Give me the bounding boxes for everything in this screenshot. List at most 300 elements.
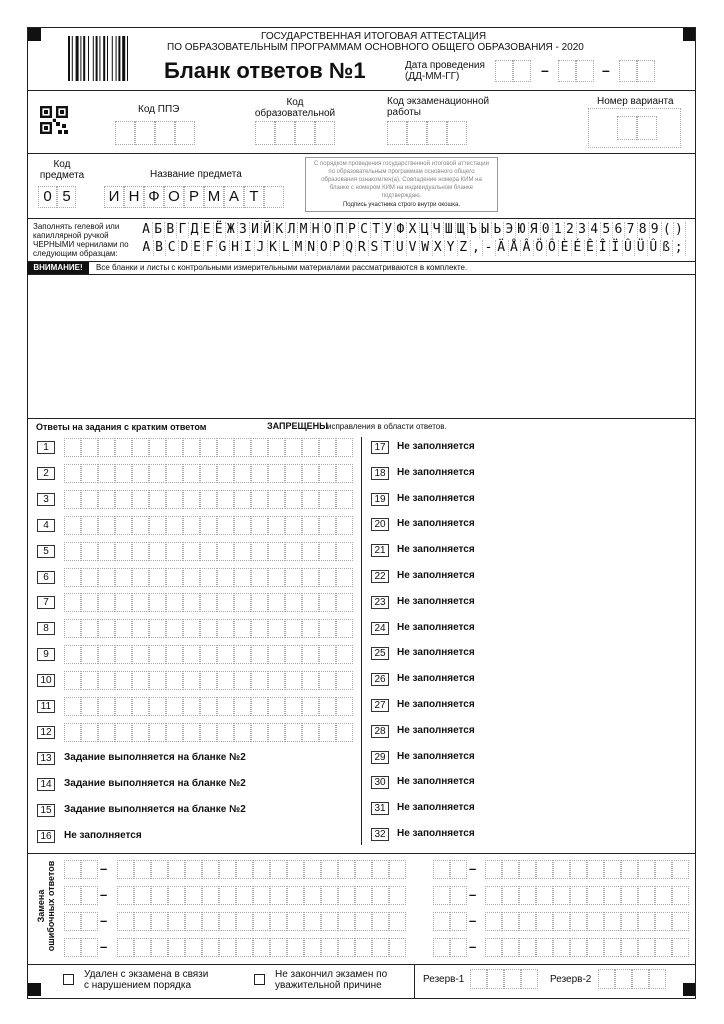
- answer-cell[interactable]: [149, 438, 166, 457]
- replacement-cell[interactable]: [151, 860, 168, 879]
- answer-cell[interactable]: [115, 542, 132, 561]
- answer-cell[interactable]: [217, 593, 234, 612]
- replacement-number-cell[interactable]: [433, 860, 450, 879]
- answer-cell[interactable]: [132, 697, 149, 716]
- replacement-cell[interactable]: [219, 860, 236, 879]
- answer-cell[interactable]: [319, 438, 336, 457]
- replacement-cell[interactable]: [604, 886, 621, 905]
- subject-name-cell[interactable]: [264, 186, 284, 208]
- reserve1-cell[interactable]: [504, 969, 521, 989]
- answer-cell[interactable]: [319, 697, 336, 716]
- answer-cell[interactable]: [217, 542, 234, 561]
- answer-cell[interactable]: [98, 542, 115, 561]
- answer-cell[interactable]: [200, 490, 217, 509]
- org-code-cell[interactable]: [295, 121, 315, 145]
- subject-name-cell[interactable]: М: [204, 186, 224, 208]
- answer-cell[interactable]: [64, 619, 81, 638]
- replacement-cell[interactable]: [134, 886, 151, 905]
- answer-cell[interactable]: [132, 516, 149, 535]
- answer-cell[interactable]: [234, 438, 251, 457]
- answer-cell[interactable]: [200, 542, 217, 561]
- answer-cell[interactable]: [132, 593, 149, 612]
- answer-cell[interactable]: [149, 697, 166, 716]
- replacement-cell[interactable]: [151, 938, 168, 957]
- answer-cell[interactable]: [251, 568, 268, 587]
- exam-code-cell[interactable]: [387, 121, 407, 145]
- answer-cell[interactable]: [319, 464, 336, 483]
- answer-cell[interactable]: [115, 697, 132, 716]
- answer-cell[interactable]: [115, 464, 132, 483]
- answer-cell[interactable]: [217, 568, 234, 587]
- answer-cell[interactable]: [217, 645, 234, 664]
- replacement-cell[interactable]: [604, 938, 621, 957]
- answer-cell[interactable]: [217, 619, 234, 638]
- answer-cell[interactable]: [319, 645, 336, 664]
- answer-cell[interactable]: [115, 619, 132, 638]
- replacement-cell[interactable]: [185, 912, 202, 931]
- replacement-cell[interactable]: [536, 912, 553, 931]
- answer-cell[interactable]: [132, 671, 149, 690]
- replacement-cell[interactable]: [638, 886, 655, 905]
- replacement-cell[interactable]: [638, 912, 655, 931]
- replacement-cell[interactable]: [202, 912, 219, 931]
- answer-cell[interactable]: [132, 464, 149, 483]
- answer-cell[interactable]: [302, 516, 319, 535]
- replacement-cell[interactable]: [604, 912, 621, 931]
- subject-name-cell[interactable]: И: [104, 186, 124, 208]
- replacement-cell[interactable]: [270, 886, 287, 905]
- replacement-cell[interactable]: [321, 860, 338, 879]
- answer-cell[interactable]: [336, 619, 353, 638]
- answer-cell[interactable]: [234, 593, 251, 612]
- answer-cell[interactable]: [166, 568, 183, 587]
- answer-cell[interactable]: [166, 516, 183, 535]
- date-cell[interactable]: [558, 60, 576, 82]
- answer-cell[interactable]: [115, 645, 132, 664]
- answer-cell[interactable]: [149, 645, 166, 664]
- replacement-cell[interactable]: [202, 938, 219, 957]
- date-cell[interactable]: [637, 60, 655, 82]
- replacement-cell[interactable]: [536, 860, 553, 879]
- replacement-cell[interactable]: [219, 886, 236, 905]
- answer-cell[interactable]: [64, 438, 81, 457]
- answer-cell[interactable]: [115, 568, 132, 587]
- replacement-number-cell[interactable]: [81, 860, 98, 879]
- answer-cell[interactable]: [200, 723, 217, 742]
- exam-code-cell[interactable]: [407, 121, 427, 145]
- org-code-cell[interactable]: [255, 121, 275, 145]
- answer-cell[interactable]: [319, 568, 336, 587]
- answer-cell[interactable]: [166, 645, 183, 664]
- answer-cell[interactable]: [149, 516, 166, 535]
- reserve2-cell[interactable]: [598, 969, 615, 989]
- answer-cell[interactable]: [166, 490, 183, 509]
- replacement-cell[interactable]: [304, 938, 321, 957]
- answer-cell[interactable]: [183, 723, 200, 742]
- answer-cell[interactable]: [217, 490, 234, 509]
- answer-cell[interactable]: [98, 723, 115, 742]
- answer-cell[interactable]: [81, 490, 98, 509]
- answer-cell[interactable]: [251, 516, 268, 535]
- answer-cell[interactable]: [81, 542, 98, 561]
- subject-name-cell[interactable]: Н: [124, 186, 144, 208]
- reserve2-cell[interactable]: [649, 969, 666, 989]
- replacement-cell[interactable]: [185, 886, 202, 905]
- replacement-cell[interactable]: [355, 886, 372, 905]
- answer-cell[interactable]: [98, 619, 115, 638]
- replacement-cell[interactable]: [553, 938, 570, 957]
- replacement-cell[interactable]: [485, 912, 502, 931]
- replacement-cell[interactable]: [270, 938, 287, 957]
- answer-cell[interactable]: [132, 723, 149, 742]
- subject-name-cell[interactable]: Р: [184, 186, 204, 208]
- answer-cell[interactable]: [183, 645, 200, 664]
- answer-cell[interactable]: [149, 619, 166, 638]
- subject-code-cell[interactable]: 5: [57, 186, 76, 208]
- answer-cell[interactable]: [166, 671, 183, 690]
- replacement-cell[interactable]: [321, 938, 338, 957]
- answer-cell[interactable]: [285, 697, 302, 716]
- answer-cell[interactable]: [132, 438, 149, 457]
- replacement-cell[interactable]: [655, 938, 672, 957]
- answer-cell[interactable]: [149, 490, 166, 509]
- replacement-number-cell[interactable]: [433, 886, 450, 905]
- answer-cell[interactable]: [64, 490, 81, 509]
- replacement-number-cell[interactable]: [450, 886, 467, 905]
- answer-cell[interactable]: [200, 438, 217, 457]
- answer-cell[interactable]: [98, 697, 115, 716]
- answer-cell[interactable]: [234, 490, 251, 509]
- replacement-cell[interactable]: [655, 886, 672, 905]
- replacement-cell[interactable]: [655, 860, 672, 879]
- answer-cell[interactable]: [319, 490, 336, 509]
- replacement-cell[interactable]: [185, 938, 202, 957]
- answer-cell[interactable]: [166, 723, 183, 742]
- answer-cell[interactable]: [268, 671, 285, 690]
- answer-cell[interactable]: [234, 697, 251, 716]
- answer-cell[interactable]: [200, 645, 217, 664]
- replacement-number-cell[interactable]: [433, 912, 450, 931]
- answer-cell[interactable]: [268, 490, 285, 509]
- answer-cell[interactable]: [319, 542, 336, 561]
- answer-cell[interactable]: [319, 516, 336, 535]
- answer-cell[interactable]: [115, 438, 132, 457]
- replacement-cell[interactable]: [338, 912, 355, 931]
- answer-cell[interactable]: [268, 697, 285, 716]
- replacement-number-cell[interactable]: [64, 886, 81, 905]
- answer-cell[interactable]: [200, 593, 217, 612]
- replacement-cell[interactable]: [253, 860, 270, 879]
- answer-cell[interactable]: [302, 568, 319, 587]
- replacement-cell[interactable]: [185, 860, 202, 879]
- replacement-cell[interactable]: [202, 886, 219, 905]
- replacement-cell[interactable]: [236, 938, 253, 957]
- answer-cell[interactable]: [234, 645, 251, 664]
- answer-cell[interactable]: [64, 568, 81, 587]
- replacement-cell[interactable]: [638, 938, 655, 957]
- answer-cell[interactable]: [302, 542, 319, 561]
- variant-cell[interactable]: [617, 116, 637, 140]
- replacement-cell[interactable]: [372, 860, 389, 879]
- replacement-number-cell[interactable]: [81, 912, 98, 931]
- subject-name-cell[interactable]: Т: [244, 186, 264, 208]
- replacement-cell[interactable]: [219, 938, 236, 957]
- replacement-cell[interactable]: [236, 860, 253, 879]
- answer-cell[interactable]: [132, 490, 149, 509]
- answer-cell[interactable]: [166, 697, 183, 716]
- answer-cell[interactable]: [183, 438, 200, 457]
- answer-cell[interactable]: [81, 619, 98, 638]
- answer-cell[interactable]: [166, 619, 183, 638]
- answer-cell[interactable]: [149, 723, 166, 742]
- answer-cell[interactable]: [64, 516, 81, 535]
- answer-cell[interactable]: [302, 723, 319, 742]
- answer-cell[interactable]: [183, 490, 200, 509]
- ppe-code-cell[interactable]: [175, 121, 195, 145]
- replacement-cell[interactable]: [338, 860, 355, 879]
- replacement-cell[interactable]: [604, 860, 621, 879]
- answer-cell[interactable]: [302, 490, 319, 509]
- answer-cell[interactable]: [81, 645, 98, 664]
- subject-name-cell[interactable]: Ф: [144, 186, 164, 208]
- replacement-cell[interactable]: [570, 912, 587, 931]
- answer-cell[interactable]: [268, 645, 285, 664]
- answer-cell[interactable]: [268, 568, 285, 587]
- replacement-cell[interactable]: [219, 912, 236, 931]
- answer-cell[interactable]: [217, 671, 234, 690]
- answer-cell[interactable]: [200, 516, 217, 535]
- answer-cell[interactable]: [81, 593, 98, 612]
- replacement-cell[interactable]: [536, 886, 553, 905]
- replacement-cell[interactable]: [672, 860, 689, 879]
- answer-cell[interactable]: [98, 593, 115, 612]
- replacement-cell[interactable]: [134, 938, 151, 957]
- answer-cell[interactable]: [302, 464, 319, 483]
- answer-cell[interactable]: [234, 464, 251, 483]
- replacement-number-cell[interactable]: [64, 938, 81, 957]
- replacement-cell[interactable]: [287, 860, 304, 879]
- replacement-cell[interactable]: [202, 860, 219, 879]
- answer-cell[interactable]: [132, 619, 149, 638]
- replacement-cell[interactable]: [304, 860, 321, 879]
- answer-cell[interactable]: [302, 671, 319, 690]
- answer-cell[interactable]: [98, 516, 115, 535]
- answer-cell[interactable]: [64, 697, 81, 716]
- answer-cell[interactable]: [336, 464, 353, 483]
- answer-cell[interactable]: [251, 723, 268, 742]
- answer-cell[interactable]: [251, 619, 268, 638]
- answer-cell[interactable]: [81, 568, 98, 587]
- replacement-cell[interactable]: [338, 938, 355, 957]
- replacement-cell[interactable]: [389, 886, 406, 905]
- answer-cell[interactable]: [98, 645, 115, 664]
- replacement-cell[interactable]: [151, 886, 168, 905]
- replacement-cell[interactable]: [485, 886, 502, 905]
- replacement-number-cell[interactable]: [450, 860, 467, 879]
- replacement-cell[interactable]: [519, 860, 536, 879]
- answer-cell[interactable]: [98, 568, 115, 587]
- answer-cell[interactable]: [64, 671, 81, 690]
- replacement-cell[interactable]: [372, 886, 389, 905]
- replacement-cell[interactable]: [502, 938, 519, 957]
- replacement-cell[interactable]: [270, 860, 287, 879]
- answer-cell[interactable]: [149, 568, 166, 587]
- replacement-cell[interactable]: [117, 886, 134, 905]
- answer-cell[interactable]: [234, 568, 251, 587]
- replacement-cell[interactable]: [638, 860, 655, 879]
- answer-cell[interactable]: [285, 593, 302, 612]
- replacement-cell[interactable]: [134, 860, 151, 879]
- answer-cell[interactable]: [268, 542, 285, 561]
- answer-cell[interactable]: [98, 490, 115, 509]
- not-finished-checkbox[interactable]: [254, 974, 265, 985]
- replacement-cell[interactable]: [672, 938, 689, 957]
- exam-code-cell[interactable]: [427, 121, 447, 145]
- answer-cell[interactable]: [64, 645, 81, 664]
- replacement-cell[interactable]: [587, 886, 604, 905]
- answer-cell[interactable]: [64, 464, 81, 483]
- answer-cell[interactable]: [183, 464, 200, 483]
- replacement-cell[interactable]: [519, 912, 536, 931]
- replacement-cell[interactable]: [655, 912, 672, 931]
- replacement-cell[interactable]: [570, 886, 587, 905]
- answer-cell[interactable]: [251, 464, 268, 483]
- replacement-number-cell[interactable]: [81, 886, 98, 905]
- replacement-cell[interactable]: [304, 912, 321, 931]
- answer-cell[interactable]: [115, 593, 132, 612]
- answer-cell[interactable]: [98, 671, 115, 690]
- answer-cell[interactable]: [268, 619, 285, 638]
- answer-cell[interactable]: [149, 542, 166, 561]
- variant-cell[interactable]: [637, 116, 657, 140]
- replacement-cell[interactable]: [117, 938, 134, 957]
- answer-cell[interactable]: [81, 697, 98, 716]
- subject-name-cell[interactable]: А: [224, 186, 244, 208]
- answer-cell[interactable]: [285, 490, 302, 509]
- replacement-cell[interactable]: [621, 938, 638, 957]
- answer-cell[interactable]: [285, 671, 302, 690]
- replacement-cell[interactable]: [321, 912, 338, 931]
- replacement-cell[interactable]: [389, 938, 406, 957]
- replacement-cell[interactable]: [502, 886, 519, 905]
- ppe-code-cell[interactable]: [155, 121, 175, 145]
- answer-cell[interactable]: [183, 542, 200, 561]
- answer-cell[interactable]: [268, 516, 285, 535]
- answer-cell[interactable]: [302, 645, 319, 664]
- replacement-number-cell[interactable]: [64, 912, 81, 931]
- org-code-cell[interactable]: [315, 121, 335, 145]
- reserve1-cell[interactable]: [470, 969, 487, 989]
- subject-code-cell[interactable]: 0: [38, 186, 57, 208]
- answer-cell[interactable]: [336, 593, 353, 612]
- answer-cell[interactable]: [336, 671, 353, 690]
- replacement-cell[interactable]: [168, 938, 185, 957]
- replacement-number-cell[interactable]: [64, 860, 81, 879]
- answer-cell[interactable]: [234, 619, 251, 638]
- answer-cell[interactable]: [336, 568, 353, 587]
- date-cell[interactable]: [619, 60, 637, 82]
- replacement-cell[interactable]: [553, 912, 570, 931]
- replacement-cell[interactable]: [672, 886, 689, 905]
- date-cell[interactable]: [513, 60, 531, 82]
- answer-cell[interactable]: [115, 516, 132, 535]
- replacement-cell[interactable]: [389, 912, 406, 931]
- replacement-cell[interactable]: [621, 912, 638, 931]
- answer-cell[interactable]: [319, 619, 336, 638]
- answer-cell[interactable]: [200, 671, 217, 690]
- replacement-cell[interactable]: [304, 886, 321, 905]
- answer-cell[interactable]: [149, 464, 166, 483]
- answer-cell[interactable]: [64, 593, 81, 612]
- answer-cell[interactable]: [98, 438, 115, 457]
- answer-cell[interactable]: [149, 671, 166, 690]
- replacement-number-cell[interactable]: [450, 938, 467, 957]
- answer-cell[interactable]: [336, 490, 353, 509]
- exam-code-cell[interactable]: [447, 121, 467, 145]
- removed-checkbox[interactable]: [63, 974, 74, 985]
- answer-cell[interactable]: [132, 542, 149, 561]
- replacement-cell[interactable]: [236, 912, 253, 931]
- answer-cell[interactable]: [251, 542, 268, 561]
- reserve1-cell[interactable]: [487, 969, 504, 989]
- replacement-cell[interactable]: [287, 938, 304, 957]
- replacement-number-cell[interactable]: [450, 912, 467, 931]
- answer-cell[interactable]: [217, 723, 234, 742]
- replacement-cell[interactable]: [587, 912, 604, 931]
- replacement-cell[interactable]: [355, 860, 372, 879]
- answer-cell[interactable]: [234, 723, 251, 742]
- org-code-cell[interactable]: [275, 121, 295, 145]
- replacement-cell[interactable]: [621, 886, 638, 905]
- replacement-cell[interactable]: [168, 912, 185, 931]
- replacement-cell[interactable]: [253, 886, 270, 905]
- answer-cell[interactable]: [336, 645, 353, 664]
- replacement-cell[interactable]: [372, 912, 389, 931]
- answer-cell[interactable]: [115, 490, 132, 509]
- answer-cell[interactable]: [200, 697, 217, 716]
- replacement-cell[interactable]: [355, 938, 372, 957]
- replacement-cell[interactable]: [621, 860, 638, 879]
- answer-cell[interactable]: [268, 438, 285, 457]
- answer-cell[interactable]: [319, 723, 336, 742]
- answer-cell[interactable]: [319, 593, 336, 612]
- answer-cell[interactable]: [268, 593, 285, 612]
- answer-cell[interactable]: [285, 645, 302, 664]
- answer-cell[interactable]: [64, 723, 81, 742]
- replacement-cell[interactable]: [355, 912, 372, 931]
- replacement-cell[interactable]: [389, 860, 406, 879]
- replacement-cell[interactable]: [485, 938, 502, 957]
- answer-cell[interactable]: [217, 697, 234, 716]
- answer-cell[interactable]: [115, 671, 132, 690]
- answer-cell[interactable]: [285, 516, 302, 535]
- answer-cell[interactable]: [285, 568, 302, 587]
- replacement-cell[interactable]: [117, 912, 134, 931]
- replacement-cell[interactable]: [570, 938, 587, 957]
- answer-cell[interactable]: [285, 438, 302, 457]
- answer-cell[interactable]: [234, 516, 251, 535]
- reserve1-cell[interactable]: [521, 969, 538, 989]
- replacement-cell[interactable]: [502, 860, 519, 879]
- answer-cell[interactable]: [183, 568, 200, 587]
- replacement-cell[interactable]: [253, 938, 270, 957]
- answer-cell[interactable]: [183, 593, 200, 612]
- replacement-cell[interactable]: [338, 886, 355, 905]
- answer-cell[interactable]: [251, 490, 268, 509]
- answer-cell[interactable]: [183, 516, 200, 535]
- answer-cell[interactable]: [285, 723, 302, 742]
- answer-cell[interactable]: [200, 568, 217, 587]
